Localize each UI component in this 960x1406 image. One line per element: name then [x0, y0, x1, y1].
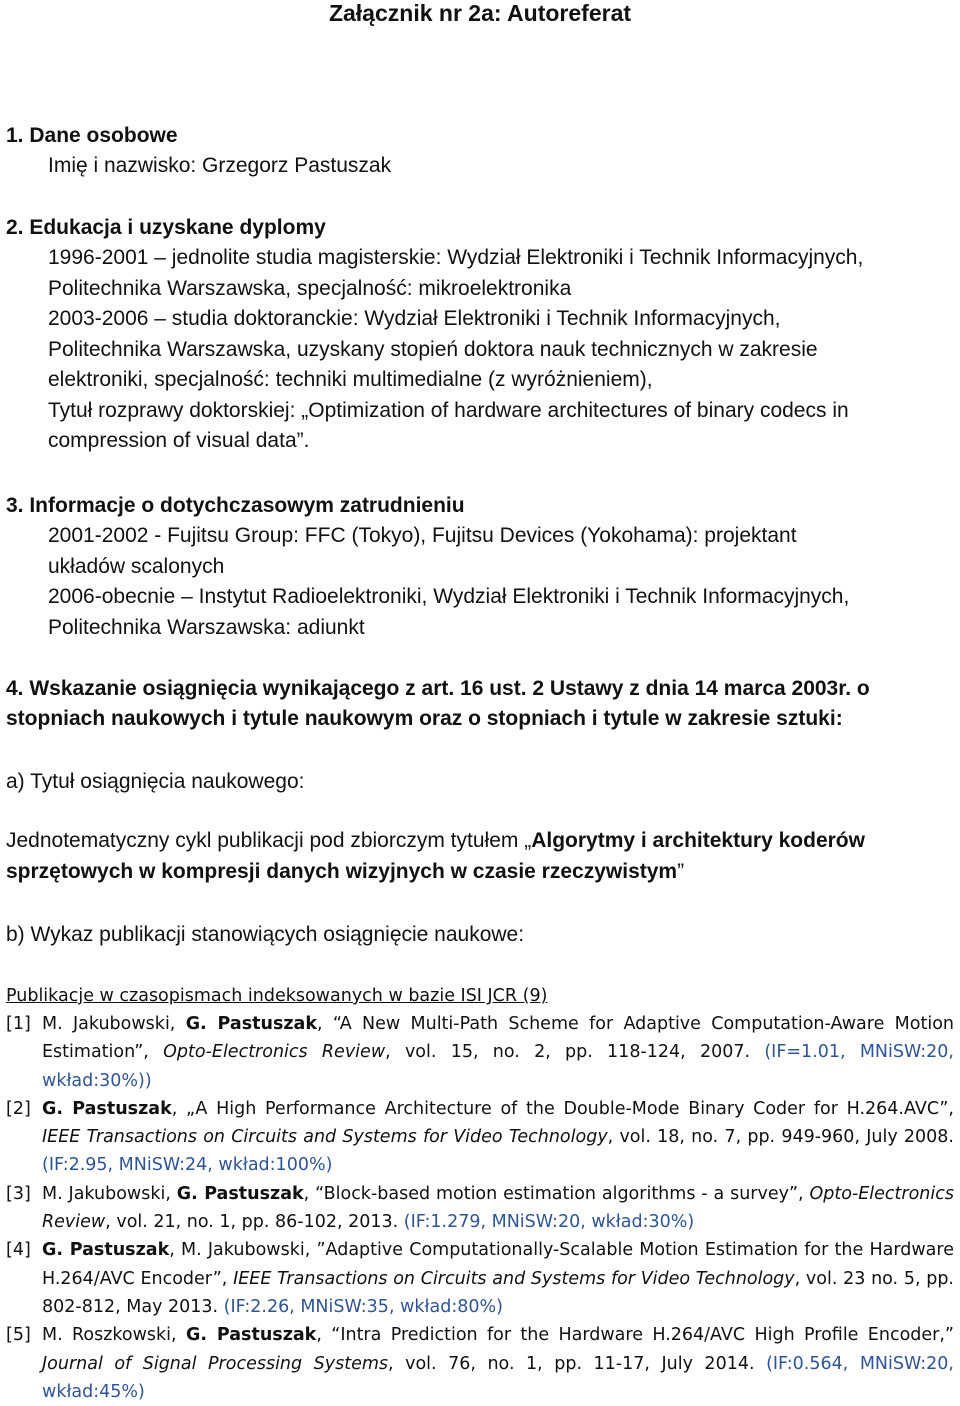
cycle-line-1	[6, 826, 956, 857]
citation-title: , “Intra Prediction for the Hardware H.264/AVC High Profile Encoder,”	[316, 1325, 954, 1346]
citation-authors: M. Jakubowski,	[42, 1183, 177, 1204]
citation-author-bold: G. Pastuszak	[42, 1098, 172, 1119]
citation-journal: IEEE Transactions on Circuits and Systems for Video Technology	[233, 1268, 795, 1289]
publication-item	[6, 1321, 954, 1406]
text-line: Politechnika Warszawska, uzyskany stopień doktora nauk technicznych w zakresie	[48, 337, 818, 361]
education-text	[6, 243, 954, 457]
citation-details: , vol. 21, no. 1, pp. 86-102, 2013.	[105, 1212, 404, 1233]
section-education	[6, 213, 954, 457]
publication-number: [2]	[6, 1098, 31, 1119]
text-line: 1996-2001 – jednolite studia magisterskie: Wydział Elektroniki i Technik Informacyjnych,	[48, 246, 864, 269]
publications-list	[6, 982, 954, 1406]
publication-item	[6, 1180, 954, 1237]
cycle-title-part-1: Algorytmy i architektury koderów	[531, 829, 865, 852]
publication-citation	[42, 1180, 954, 1237]
publication-citation	[42, 1010, 954, 1095]
citation-details: , vol. 15, no. 2, pp. 118-124, 2007.	[385, 1042, 765, 1063]
publication-number: [3]	[6, 1183, 31, 1204]
publication-number: [5]	[6, 1325, 31, 1346]
section-heading: 1. Dane osobowe	[6, 124, 178, 147]
text-line: compression of visual data”.	[48, 429, 310, 452]
section-heading: 2. Edukacja i uzyskane dyplomy	[6, 216, 326, 239]
text-line: Tytuł rozprawy doktorskiej: „Optimization of hardware architectures of binary codecs in	[48, 398, 849, 422]
achievement-title	[6, 826, 956, 887]
text-line: Politechnika Warszawska: adiunkt	[48, 615, 365, 639]
publication-item	[6, 1095, 954, 1180]
section-heading-line: 4. Wskazanie osiągnięcia wynikającego z art. 16 ust. 2 Ustawy z dnia 14 marca 2003r. o	[6, 677, 870, 700]
text-line: elektroniki, specjalność: techniki multimedialne (z wyróżnieniem),	[48, 368, 653, 391]
publication-item	[6, 1236, 954, 1321]
citation-metrics: (IF:1.279, MNiSW:20, wkład:30%)	[403, 1212, 695, 1233]
text-line: 2001-2002 - Fujitsu Group: FFC (Tokyo), Fujitsu Devices (Yokohama): projektant	[48, 524, 797, 547]
citation-metrics: (IF:2.95, MNiSW:24, wkład:100%)	[42, 1155, 333, 1176]
citation-title: , “Block-based motion estimation algorithms - a survey”,	[303, 1183, 810, 1204]
citation-author-bold: G. Pastuszak	[185, 1325, 317, 1346]
citation-title: , „A High Performance Architecture of the Double-Mode Binary Coder for H.264.AVC”,	[171, 1098, 954, 1119]
citation-metrics: (IF:2.26, MNiSW:35, wkład:80%)	[223, 1296, 503, 1317]
publication-number: [1]	[6, 1014, 31, 1034]
section-employment	[6, 491, 954, 643]
section-heading-line: stopniach naukowych i tytule naukowym oraz o stopniach i tytule w zakresie sztuki:	[6, 707, 843, 730]
page-title: Załącznik nr 2a: Autoreferat	[328, 0, 632, 26]
text-line: 2006-obecnie – Instytut Radioelektroniki, Wydział Elektroniki i Technik Informacyjnych,	[48, 585, 850, 608]
citation-metrics: (IF=1.01, MNiSW:20, wkład:30%))	[42, 1042, 954, 1091]
citation-author-bold: G. Pastuszak	[185, 1014, 318, 1034]
cycle-line-2	[6, 857, 956, 888]
citation-details: , vol. 76, no. 1, pp. 11-17, July 2014.	[388, 1353, 767, 1374]
achievement-title-label: a) Tytuł osiągnięcia naukowego:	[6, 770, 305, 793]
citation-metrics: (IF:0.564, MNiSW:20, wkład:45%)	[42, 1353, 954, 1402]
publication-number: [4]	[6, 1240, 31, 1261]
citation-author-bold: G. Pastuszak	[176, 1183, 304, 1204]
citation-authors: M. Roszkowski,	[42, 1325, 186, 1346]
citation-journal: Opto-Electronics Review	[42, 1183, 954, 1233]
employment-text	[6, 521, 954, 643]
citation-author-bold: G. Pastuszak	[42, 1240, 170, 1261]
citation-authors: M. Jakubowski,	[42, 1014, 186, 1034]
section-achievement	[6, 674, 956, 734]
cycle-suffix: ”	[677, 859, 685, 883]
citation-journal: Journal of Signal Processing Systems	[42, 1353, 389, 1374]
publication-citation	[42, 1095, 954, 1180]
citation-title: , M. Jakubowski, ”Adaptive Computationally-Scalable Motion Estimation for the Hardware H.264/AVC Encoder”,	[42, 1240, 954, 1289]
publication-list-label: b) Wykaz publikacji stanowiących osiągnięcie naukowe:	[6, 923, 525, 946]
citation-details: , vol. 23 no. 5, pp. 802-812, May 2013.	[42, 1268, 954, 1317]
section-personal-data	[6, 121, 954, 182]
publication-citation	[42, 1321, 954, 1406]
cycle-title-part-2: sprzętowych w kompresji danych wizyjnych w czasie rzeczywistym	[6, 859, 678, 883]
publication-citation	[42, 1236, 954, 1321]
section-heading: 3. Informacje o dotychczasowym zatrudnieniu	[6, 494, 465, 517]
cycle-prefix: Jednotematyczny cykl publikacji pod zbiorczym tytułem „	[6, 829, 532, 852]
name-line: Imię i nazwisko: Grzegorz Pastuszak	[48, 154, 392, 177]
citation-details: , vol. 18, no. 7, pp. 949-960, July 2008.	[607, 1127, 954, 1148]
citation-journal: IEEE Transactions on Circuits and Systems for Video Technology	[42, 1127, 608, 1148]
publication-item	[6, 1010, 954, 1095]
text-line: 2003-2006 – studia doktoranckie: Wydział Elektroniki i Technik Informacyjnych,	[48, 307, 781, 330]
publications-heading: Publikacje w czasopismach indeksowanych w bazie ISI JCR (9)	[6, 986, 548, 1006]
citation-title: , “A New Multi-Path Scheme for Adaptive Computation-Aware Motion Estimation”,	[42, 1014, 954, 1063]
citation-journal: Opto-Electronics Review	[163, 1042, 386, 1063]
text-line: układów scalonych	[48, 554, 225, 578]
text-line: Politechnika Warszawska, specjalność: mikroelektronika	[48, 276, 572, 300]
